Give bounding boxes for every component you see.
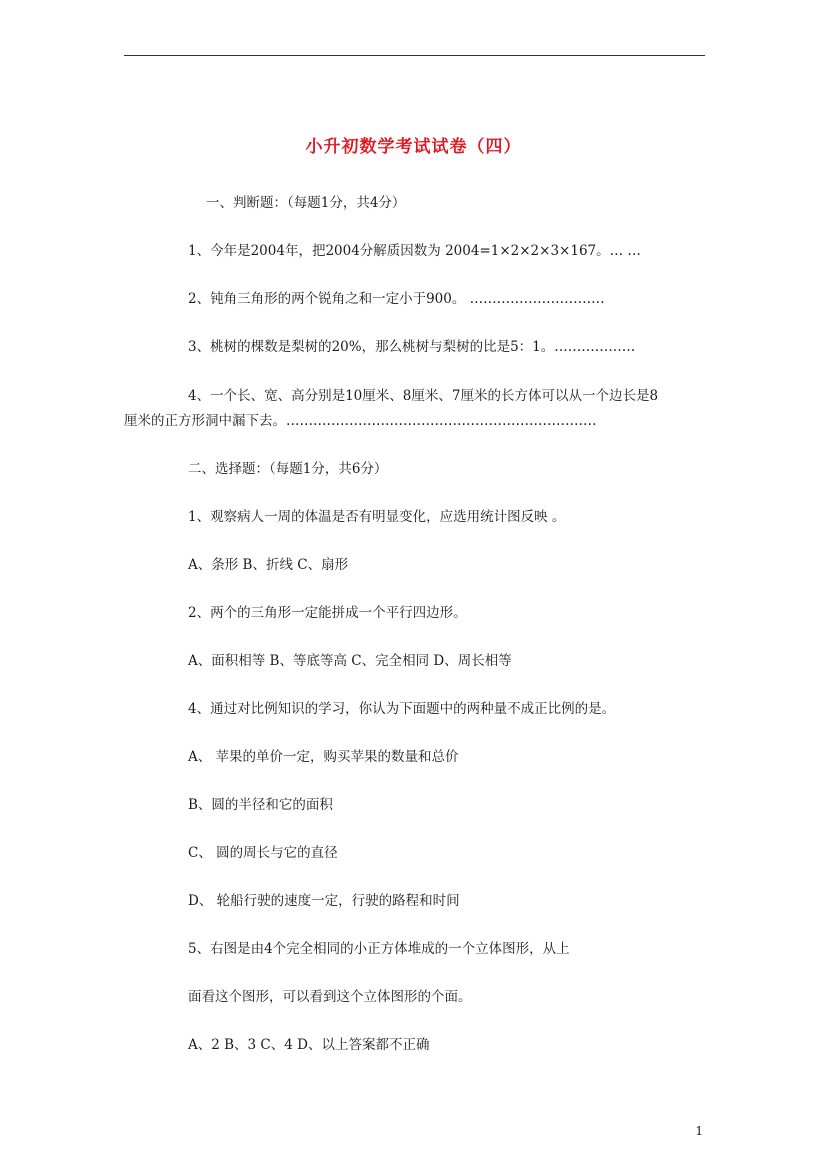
choice-question-4-option-a: A、 苹果的单价一定，购买苹果的数量和总价: [188, 749, 459, 765]
choice-question-4-option-b: B、圆的半径和它的面积: [188, 797, 333, 813]
choice-question-1: 1、观察病人一周的体温是否有明显变化，应选用统计图反映 。: [188, 509, 566, 525]
choice-question-5-line-1: 5、右图是由4个完全相同的小正方体堆成的一个立体图形，从上: [188, 941, 570, 957]
choice-question-5-line-2: 面看这个图形，可以看到这个立体图形的个面。: [188, 989, 472, 1005]
judge-question-1: 1、今年是2004年，把2004分解质因数为 2004=1×2×2×3×167。… …: [188, 243, 641, 259]
header-rule: [124, 55, 705, 56]
judge-question-4-line-2: 厘米的正方形洞中漏下去。……………………………………………………………: [124, 413, 597, 429]
page-title: 小升初数学考试试卷（四）: [305, 137, 522, 157]
choice-question-4-option-d: D、 轮船行驶的速度一定，行驶的路程和时间: [188, 893, 460, 909]
judge-question-2: 2、钝角三角形的两个锐角之和一定小于900。 …………………………: [188, 291, 605, 307]
section-judge-heading: 一、判断题：（每题1分，共4分）: [206, 195, 406, 211]
judge-question-3: 3、桃树的棵数是梨树的20%，那么桃树与梨树的比是5：1。………………: [188, 339, 636, 355]
judge-question-4-line-1: 4、一个长、宽、高分别是10厘米、8厘米、7厘米的长方体可以从一个边长是8: [188, 388, 659, 404]
page-number: 1: [695, 1124, 703, 1138]
choice-question-4-option-c: C、 圆的周长与它的直径: [188, 845, 338, 861]
choice-question-2-options: A、面积相等 B、等底等高 C、完全相同 D、周长相等: [188, 653, 512, 669]
choice-question-2: 2、两个的三角形一定能拼成一个平行四边形。: [188, 605, 467, 621]
choice-question-1-options: A、条形 B、折线 C、扇形: [188, 557, 349, 573]
choice-question-4: 4、通过对比例知识的学习，你认为下面题中的两种量不成正比例的是。: [188, 701, 616, 717]
section-choice-heading: 二、选择题：（每题1分，共6分）: [188, 461, 388, 477]
choice-question-5-options: A、2 B、3 C、4 D、以上答案都不正确: [188, 1037, 430, 1053]
